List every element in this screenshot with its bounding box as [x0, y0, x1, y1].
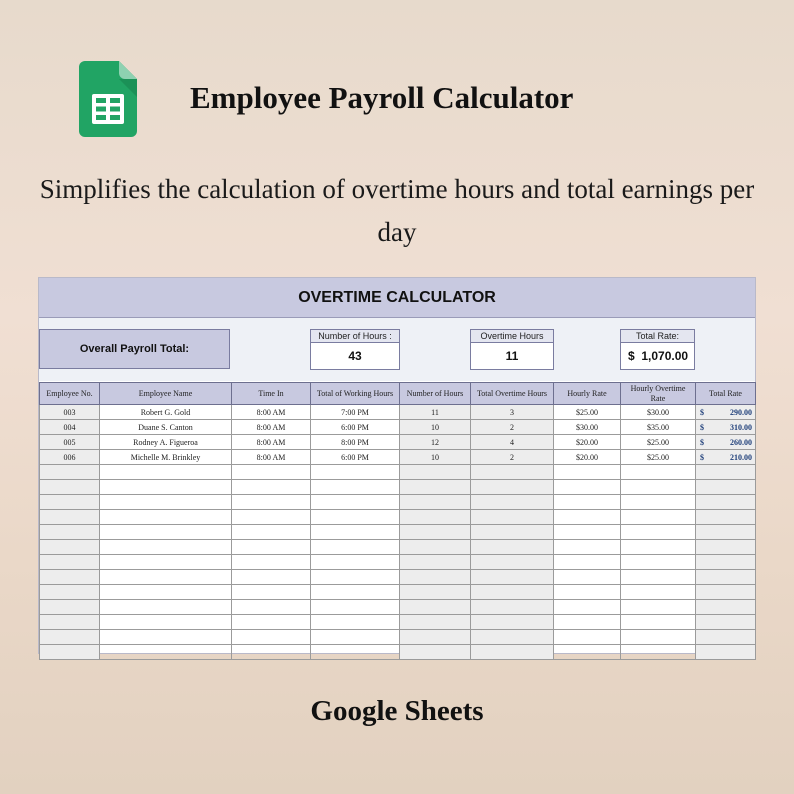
- metric-value[interactable]: 43: [310, 343, 400, 370]
- empty-cell[interactable]: [400, 645, 471, 660]
- empty-cell[interactable]: [554, 555, 621, 570]
- column-header[interactable]: Total of Working Hours: [311, 383, 400, 405]
- cell-hourly-rate[interactable]: $25.00: [554, 405, 621, 420]
- cell-time-in[interactable]: 8:00 AM: [232, 450, 311, 465]
- cell-time-in[interactable]: 8:00 AM: [232, 420, 311, 435]
- cell-overtime-rate[interactable]: $25.00: [621, 435, 696, 450]
- cell-number-of-hours[interactable]: 10: [400, 420, 471, 435]
- empty-cell[interactable]: [100, 525, 232, 540]
- currency-symbol: $: [700, 407, 704, 417]
- empty-cell[interactable]: [311, 570, 400, 585]
- empty-cell[interactable]: [621, 510, 696, 525]
- empty-cell[interactable]: [621, 600, 696, 615]
- page-title: Employee Payroll Calculator: [190, 80, 574, 115]
- empty-cell[interactable]: [400, 495, 471, 510]
- empty-cell[interactable]: [311, 540, 400, 555]
- empty-cell[interactable]: [554, 465, 621, 480]
- empty-cell[interactable]: [471, 540, 554, 555]
- cell-total-rate[interactable]: [696, 435, 756, 450]
- metric-number-of-hours: [310, 329, 400, 370]
- metric-total-rate: [620, 329, 695, 370]
- empty-cell[interactable]: [232, 630, 311, 645]
- table-row: [40, 420, 756, 435]
- cell-overtime-rate[interactable]: $25.00: [621, 450, 696, 465]
- cell-overtime-rate[interactable]: $35.00: [621, 420, 696, 435]
- empty-cell[interactable]: [554, 540, 621, 555]
- empty-cell[interactable]: [311, 645, 400, 660]
- cell-overtime-hours[interactable]: 4: [471, 435, 554, 450]
- cell-total-rate[interactable]: [696, 420, 756, 435]
- empty-cell[interactable]: [554, 480, 621, 495]
- empty-cell[interactable]: [100, 645, 232, 660]
- empty-table-row: [40, 570, 756, 585]
- empty-cell[interactable]: [40, 615, 100, 630]
- empty-cell[interactable]: [471, 585, 554, 600]
- empty-cell[interactable]: [400, 630, 471, 645]
- empty-cell[interactable]: [471, 600, 554, 615]
- empty-cell[interactable]: [100, 570, 232, 585]
- empty-table-row: [40, 600, 756, 615]
- empty-cell[interactable]: [311, 525, 400, 540]
- cell-working-hours[interactable]: 6:00 PM: [311, 420, 400, 435]
- empty-cell[interactable]: [621, 645, 696, 660]
- empty-cell[interactable]: [554, 495, 621, 510]
- empty-cell[interactable]: [696, 495, 756, 510]
- cell-number-of-hours[interactable]: 11: [400, 405, 471, 420]
- empty-cell[interactable]: [621, 585, 696, 600]
- empty-cell[interactable]: [621, 540, 696, 555]
- cell-hourly-rate[interactable]: $20.00: [554, 450, 621, 465]
- metric-overtime-hours: [470, 329, 554, 370]
- total-value: 310.00: [730, 422, 752, 432]
- cell-employee-no[interactable]: 003: [40, 405, 100, 420]
- empty-cell[interactable]: [696, 630, 756, 645]
- empty-cell[interactable]: [621, 630, 696, 645]
- empty-cell[interactable]: [554, 525, 621, 540]
- cell-employee-no[interactable]: 006: [40, 450, 100, 465]
- column-header[interactable]: Employee No.: [40, 383, 100, 405]
- empty-cell[interactable]: [40, 525, 100, 540]
- table-row: [40, 405, 756, 420]
- empty-table-row: [40, 465, 756, 480]
- summary-row: [39, 318, 755, 381]
- empty-cell[interactable]: [232, 615, 311, 630]
- empty-cell[interactable]: [621, 555, 696, 570]
- empty-cell[interactable]: [100, 615, 232, 630]
- empty-cell[interactable]: [232, 480, 311, 495]
- empty-cell[interactable]: [696, 525, 756, 540]
- cell-overtime-hours[interactable]: 2: [471, 420, 554, 435]
- empty-cell[interactable]: [696, 555, 756, 570]
- cell-total-rate[interactable]: [696, 450, 756, 465]
- empty-cell[interactable]: [40, 600, 100, 615]
- empty-table-row: [40, 630, 756, 645]
- empty-cell[interactable]: [232, 555, 311, 570]
- total-value: 260.00: [730, 437, 752, 447]
- empty-cell[interactable]: [40, 555, 100, 570]
- empty-cell[interactable]: [232, 525, 311, 540]
- footer-label: Google Sheets: [310, 695, 484, 727]
- empty-cell[interactable]: [554, 630, 621, 645]
- cell-employee-name[interactable]: Robert G. Gold: [100, 405, 232, 420]
- empty-cell[interactable]: [40, 465, 100, 480]
- empty-cell[interactable]: [232, 600, 311, 615]
- metric-value[interactable]: 11: [470, 343, 554, 370]
- cell-employee-name[interactable]: Rodney A. Figueroa: [100, 435, 232, 450]
- cell-working-hours[interactable]: 6:00 PM: [311, 450, 400, 465]
- empty-cell[interactable]: [696, 480, 756, 495]
- column-header[interactable]: Employee Name: [100, 383, 232, 405]
- cell-time-in[interactable]: 8:00 AM: [232, 435, 311, 450]
- empty-table-row: [40, 510, 756, 525]
- empty-cell[interactable]: [40, 570, 100, 585]
- empty-cell[interactable]: [311, 585, 400, 600]
- cell-time-in[interactable]: 8:00 AM: [232, 405, 311, 420]
- empty-cell[interactable]: [100, 585, 232, 600]
- empty-cell[interactable]: [311, 630, 400, 645]
- empty-cell[interactable]: [311, 465, 400, 480]
- empty-table-row: [40, 615, 756, 630]
- empty-cell[interactable]: [232, 645, 311, 660]
- empty-cell[interactable]: [696, 465, 756, 480]
- cell-number-of-hours[interactable]: 12: [400, 435, 471, 450]
- total-value: 210.00: [730, 452, 752, 462]
- column-header[interactable]: Number of Hours: [400, 383, 471, 405]
- empty-cell[interactable]: [471, 525, 554, 540]
- column-header[interactable]: Hourly Rate: [554, 383, 621, 405]
- currency-symbol: $: [700, 452, 704, 462]
- empty-cell[interactable]: [400, 600, 471, 615]
- empty-cell[interactable]: [696, 600, 756, 615]
- column-header[interactable]: Hourly Overtime Rate: [621, 383, 696, 405]
- empty-cell[interactable]: [696, 585, 756, 600]
- empty-cell[interactable]: [471, 570, 554, 585]
- cell-working-hours[interactable]: 8:00 PM: [311, 435, 400, 450]
- empty-cell[interactable]: [471, 630, 554, 645]
- empty-cell[interactable]: [100, 480, 232, 495]
- table-row: [40, 435, 756, 450]
- empty-cell[interactable]: [400, 615, 471, 630]
- cell-overtime-rate[interactable]: $30.00: [621, 405, 696, 420]
- payroll-table: [39, 382, 756, 660]
- empty-cell[interactable]: [232, 495, 311, 510]
- empty-cell[interactable]: [621, 495, 696, 510]
- empty-cell[interactable]: [471, 465, 554, 480]
- empty-cell[interactable]: [100, 630, 232, 645]
- empty-cell[interactable]: [471, 510, 554, 525]
- empty-cell[interactable]: [400, 465, 471, 480]
- empty-cell[interactable]: [100, 555, 232, 570]
- table-row: [40, 450, 756, 465]
- empty-cell[interactable]: [621, 525, 696, 540]
- empty-cell[interactable]: [40, 645, 100, 660]
- cell-overtime-hours[interactable]: 3: [471, 405, 554, 420]
- empty-table-row: [40, 525, 756, 540]
- empty-cell[interactable]: [400, 540, 471, 555]
- empty-cell[interactable]: [40, 495, 100, 510]
- cell-hourly-rate[interactable]: $20.00: [554, 435, 621, 450]
- empty-cell[interactable]: [311, 615, 400, 630]
- cell-total-rate[interactable]: [696, 405, 756, 420]
- empty-table-row: [40, 495, 756, 510]
- currency-symbol: $: [700, 422, 704, 432]
- table-header-row: [40, 383, 756, 405]
- column-header[interactable]: Total Overtime Hours: [471, 383, 554, 405]
- empty-cell[interactable]: [40, 585, 100, 600]
- empty-cell[interactable]: [400, 555, 471, 570]
- column-header[interactable]: Time In: [232, 383, 311, 405]
- empty-cell[interactable]: [696, 615, 756, 630]
- empty-cell[interactable]: [311, 600, 400, 615]
- cell-hourly-rate[interactable]: $30.00: [554, 420, 621, 435]
- empty-cell[interactable]: [100, 495, 232, 510]
- cell-overtime-hours[interactable]: 2: [471, 450, 554, 465]
- empty-cell[interactable]: [621, 570, 696, 585]
- empty-cell[interactable]: [400, 510, 471, 525]
- empty-cell[interactable]: [100, 600, 232, 615]
- empty-cell[interactable]: [554, 510, 621, 525]
- cell-number-of-hours[interactable]: 10: [400, 450, 471, 465]
- empty-cell[interactable]: [621, 615, 696, 630]
- page-subtitle: Simplifies the calculation of overtime hours and total earnings per day: [39, 174, 755, 247]
- empty-cell[interactable]: [554, 615, 621, 630]
- empty-table-row: [40, 645, 756, 660]
- empty-cell[interactable]: [554, 570, 621, 585]
- cell-employee-name[interactable]: Duane S. Canton: [100, 420, 232, 435]
- metric-value[interactable]: $ 1,070.00: [620, 343, 695, 370]
- empty-cell[interactable]: [400, 480, 471, 495]
- empty-table-row: [40, 585, 756, 600]
- empty-cell[interactable]: [232, 585, 311, 600]
- metric-label: Overtime Hours: [470, 329, 554, 343]
- empty-cell[interactable]: [232, 540, 311, 555]
- empty-cell[interactable]: [621, 465, 696, 480]
- empty-cell[interactable]: [311, 495, 400, 510]
- empty-cell[interactable]: [100, 540, 232, 555]
- empty-cell[interactable]: [400, 585, 471, 600]
- currency-symbol: $: [700, 437, 704, 447]
- empty-cell[interactable]: [554, 585, 621, 600]
- empty-cell[interactable]: [40, 630, 100, 645]
- metric-label: Total Rate:: [620, 329, 695, 343]
- overall-payroll-label: Overall Payroll Total:: [39, 329, 230, 369]
- sheet-banner: OVERTIME CALCULATOR: [39, 278, 755, 318]
- empty-cell[interactable]: [471, 495, 554, 510]
- empty-cell[interactable]: [40, 540, 100, 555]
- empty-cell[interactable]: [471, 480, 554, 495]
- empty-cell[interactable]: [696, 645, 756, 660]
- empty-table-row: [40, 555, 756, 570]
- column-header[interactable]: Total Rate: [696, 383, 756, 405]
- empty-cell[interactable]: [232, 570, 311, 585]
- total-value: 290.00: [730, 407, 752, 417]
- empty-cell[interactable]: [311, 510, 400, 525]
- empty-cell[interactable]: [554, 600, 621, 615]
- cell-employee-no[interactable]: 005: [40, 435, 100, 450]
- empty-cell[interactable]: [100, 465, 232, 480]
- empty-cell[interactable]: [400, 525, 471, 540]
- metric-label: Number of Hours :: [310, 329, 400, 343]
- empty-cell[interactable]: [471, 645, 554, 660]
- empty-cell[interactable]: [40, 510, 100, 525]
- empty-table-row: [40, 540, 756, 555]
- empty-cell[interactable]: [40, 480, 100, 495]
- empty-cell[interactable]: [696, 510, 756, 525]
- empty-cell[interactable]: [100, 510, 232, 525]
- cell-employee-name[interactable]: Michelle M. Brinkley: [100, 450, 232, 465]
- empty-cell[interactable]: [311, 555, 400, 570]
- google-sheets-icon: [79, 61, 137, 137]
- empty-cell[interactable]: [554, 645, 621, 660]
- cell-working-hours[interactable]: 7:00 PM: [311, 405, 400, 420]
- empty-cell[interactable]: [232, 510, 311, 525]
- empty-cell[interactable]: [311, 480, 400, 495]
- empty-cell[interactable]: [471, 555, 554, 570]
- empty-cell[interactable]: [621, 480, 696, 495]
- cell-employee-no[interactable]: 004: [40, 420, 100, 435]
- empty-cell[interactable]: [400, 570, 471, 585]
- empty-cell[interactable]: [696, 540, 756, 555]
- spreadsheet-preview: [38, 277, 756, 654]
- empty-cell[interactable]: [471, 615, 554, 630]
- empty-table-row: [40, 480, 756, 495]
- empty-cell[interactable]: [232, 465, 311, 480]
- empty-cell[interactable]: [696, 570, 756, 585]
